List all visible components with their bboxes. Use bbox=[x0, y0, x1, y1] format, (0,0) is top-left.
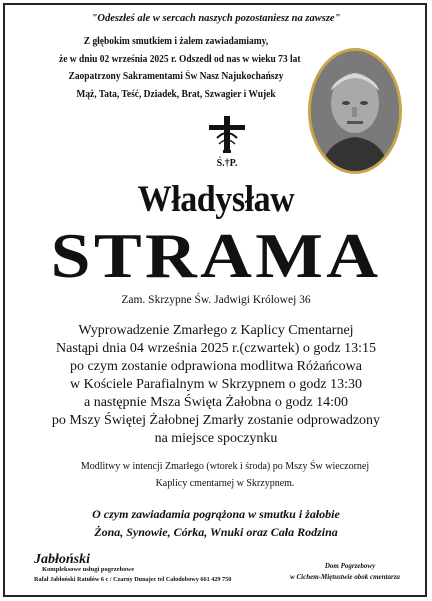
closing-line: Żona, Synowie, Córka, Wnuki oraz Cała Rodzina bbox=[94, 525, 338, 539]
intro-announcement bbox=[40, 33, 312, 103]
intro-line: Zaopatrzony Sakramentami Św Nasz Najukochańszy bbox=[68, 70, 284, 82]
deceased-last-name: STRAMA bbox=[50, 220, 382, 291]
closing-line: O czym zawiadamia pogrążona w smutku i żałobie bbox=[92, 507, 340, 521]
funeral-line: po czym zostanie odprawiona modlitwa Różańcowa bbox=[70, 359, 362, 374]
deceased-first-name: Władysław bbox=[137, 179, 295, 220]
funeral-home-address: Rafał Jabłoński Ratułów 6 c / Czarny Dunajec tel Całodobowy 661 429 750 bbox=[34, 576, 232, 583]
funeral-line: na miejsce spoczynku bbox=[154, 431, 278, 446]
deceased-address: Zam. Skrzypne Św. Jadwigi Królowej 36 bbox=[121, 294, 311, 306]
prayer-info bbox=[40, 458, 410, 492]
intro-line: Mąż, Tata, Teść, Dziadek, Brat, Szwagier i Wujek bbox=[76, 87, 276, 100]
intro-line: Z głębokim smutkiem i żalem zawiadamiamy, bbox=[83, 35, 269, 47]
prayer-line: Kaplicy cmentarnej w Skrzypnem. bbox=[155, 478, 295, 489]
intro-line: że w dniu 02 września 2025 r. Odszedł od nas w wieku 73 lat bbox=[59, 52, 301, 65]
funeral-home-tagline: Kompleksowe usługi pogrzebowe bbox=[42, 566, 135, 573]
cross-letters: Ś.†P. bbox=[216, 158, 238, 169]
deceased-photo bbox=[308, 48, 402, 174]
funeral-house-label: Dom Pogrzebowy bbox=[324, 562, 376, 570]
funeral-line: a następnie Msza Święta Żałobna o godz 14:00 bbox=[84, 395, 348, 410]
funeral-house-location: w Cichem-Miętustwie obok cmentarza bbox=[290, 573, 400, 581]
funeral-line: Nastąpi dnia 04 września 2025 r.(czwartek) o godz 13:15 bbox=[56, 341, 376, 356]
funeral-line: po Mszy Świętej Żałobnej Zmarły zostanie odprowadzony bbox=[51, 413, 381, 428]
prayer-line: Modlitwy w intencji Zmarłego (wtorek i środa) po Mszy Św wieczornej bbox=[80, 461, 370, 472]
funeral-home-logo: Jabłoński bbox=[34, 552, 91, 567]
funeral-line: Wyprowadzenie Zmarłego z Kaplicy Cmentarnej bbox=[78, 323, 354, 338]
funeral-details bbox=[20, 322, 412, 448]
family-closing bbox=[0, 505, 432, 541]
memorial-quote: "Odeszłeś ale w sercach naszych pozostaniesz na zawsze" bbox=[91, 13, 341, 24]
funeral-line: w Kościele Parafialnym w Skrzypnem o godz 13:30 bbox=[70, 377, 362, 392]
cross-icon bbox=[199, 114, 255, 170]
